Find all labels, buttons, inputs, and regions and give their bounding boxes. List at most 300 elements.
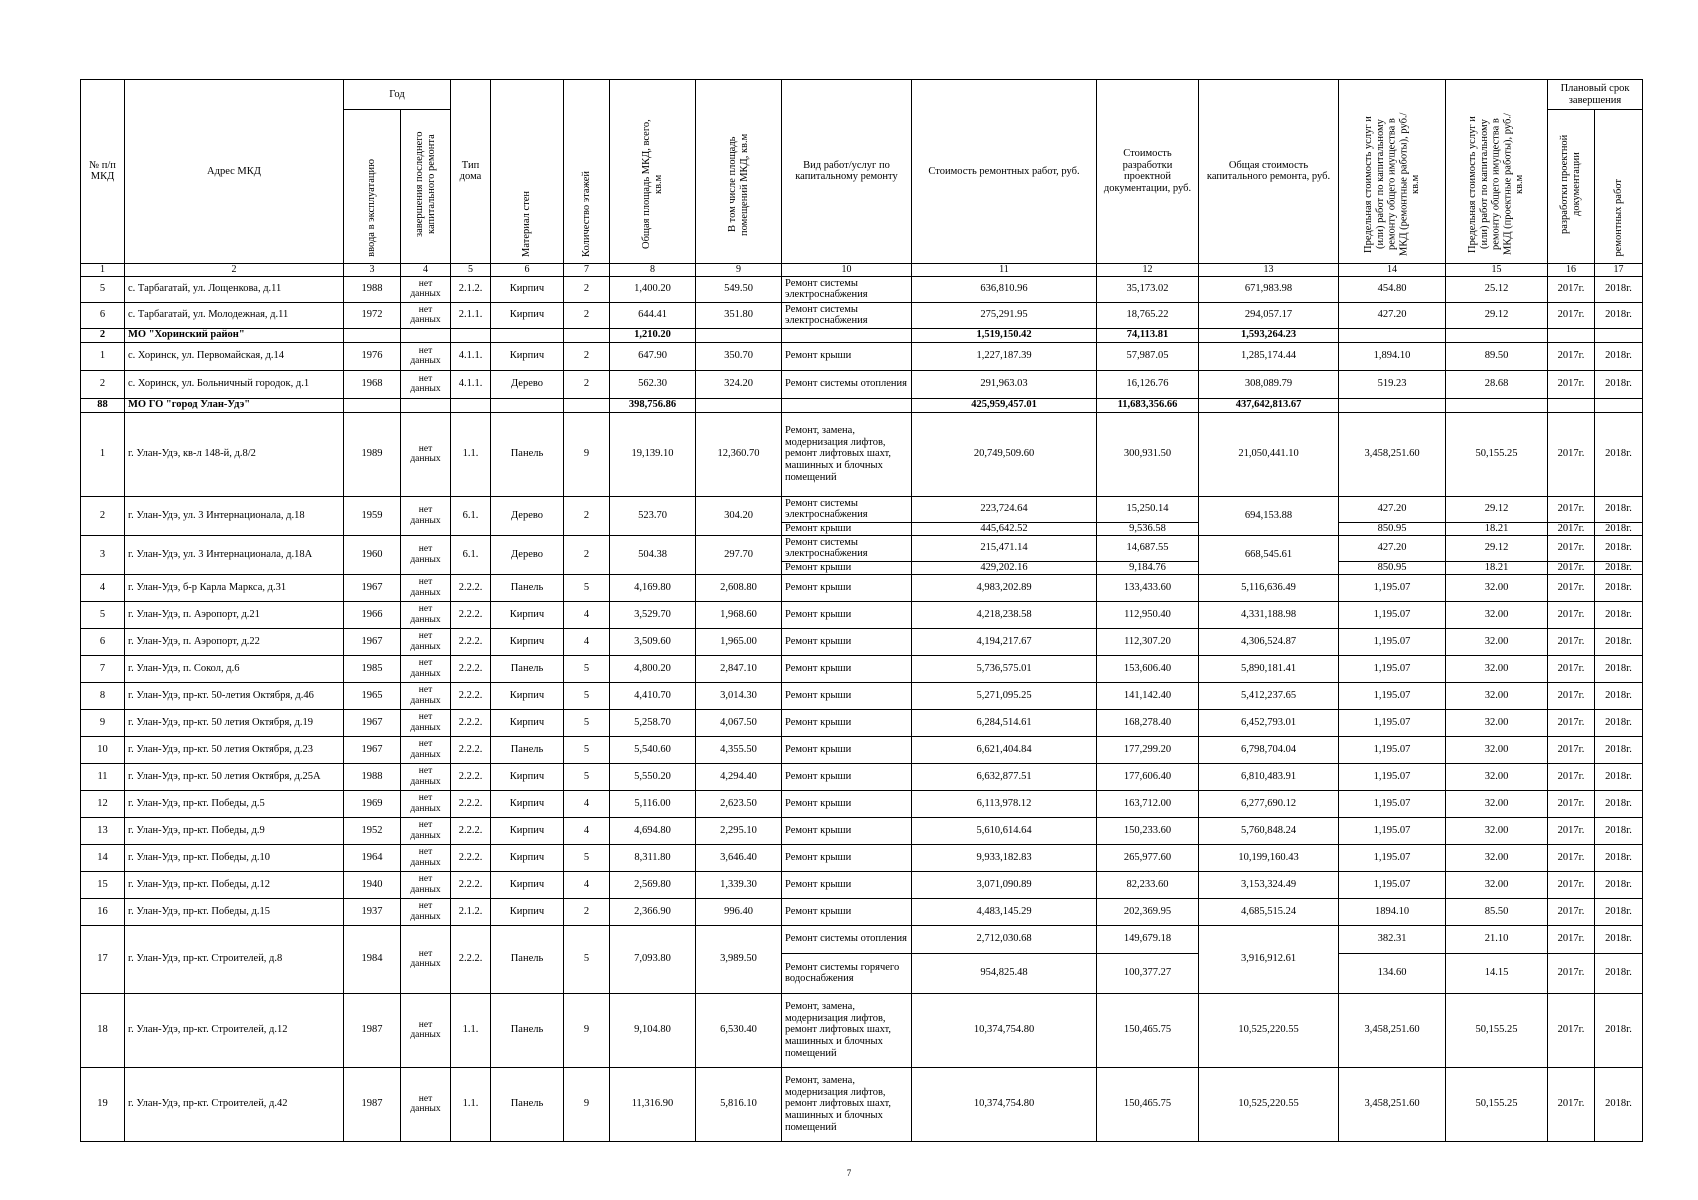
work-type: Ремонт системы отопления xyxy=(782,370,912,398)
year-last-repair: нет данных xyxy=(401,925,451,993)
row-number: 14 xyxy=(81,844,125,871)
design-cost: 35,173.02 xyxy=(1097,276,1199,302)
row-number: 2 xyxy=(81,328,125,342)
limit-design: 32.00 xyxy=(1446,601,1548,628)
year-commission: 1969 xyxy=(344,790,401,817)
floors: 4 xyxy=(564,790,610,817)
design-cost: 14,687.55 xyxy=(1097,535,1199,561)
deadline-design: 2017г. xyxy=(1548,370,1595,398)
header-number: № п/п МКД xyxy=(81,80,125,264)
total-area: 4,410.70 xyxy=(610,682,696,709)
limit-repair: 850.95 xyxy=(1339,522,1446,535)
column-number: 9 xyxy=(696,263,782,276)
year-last-repair: нет данных xyxy=(401,763,451,790)
floors: 4 xyxy=(564,601,610,628)
address: г. Улан-Удэ, пр-кт. Победы, д.5 xyxy=(125,790,344,817)
limit-design: 89.50 xyxy=(1446,342,1548,370)
work-type: Ремонт системы отопления xyxy=(782,925,912,953)
table-row xyxy=(81,925,1643,953)
premises-area: 2,295.10 xyxy=(696,817,782,844)
repair-cost: 4,483,145.29 xyxy=(912,898,1097,925)
repair-cost: 20,749,509.60 xyxy=(912,412,1097,496)
address: с. Хоринск, ул. Больничный городок, д.1 xyxy=(125,370,344,398)
repair-cost: 636,810.96 xyxy=(912,276,1097,302)
table-row xyxy=(81,655,1643,682)
premises-area: 1,965.00 xyxy=(696,628,782,655)
year-commission: 1952 xyxy=(344,817,401,844)
house-type: 4.1.1. xyxy=(451,342,491,370)
column-number: 2 xyxy=(125,263,344,276)
deadline-repair: 2018г. xyxy=(1595,601,1643,628)
limit-design: 85.50 xyxy=(1446,898,1548,925)
house-type: 6.1. xyxy=(451,535,491,574)
design-cost: 18,765.22 xyxy=(1097,302,1199,328)
year-commission: 1967 xyxy=(344,736,401,763)
repair-cost: 275,291.95 xyxy=(912,302,1097,328)
house-type: 2.2.2. xyxy=(451,682,491,709)
premises-area: 324.20 xyxy=(696,370,782,398)
design-cost: 11,683,356.66 xyxy=(1097,398,1199,412)
address: МО "Хоринский район" xyxy=(125,328,344,342)
address: г. Улан-Удэ, пр-кт. Победы, д.15 xyxy=(125,898,344,925)
year-last-repair: нет данных xyxy=(401,682,451,709)
premises-area: 350.70 xyxy=(696,342,782,370)
header-deadline: Плановый срок завершения xyxy=(1548,80,1643,110)
limit-repair: 454.80 xyxy=(1339,276,1446,302)
limit-repair: 427.20 xyxy=(1339,496,1446,522)
column-number: 11 xyxy=(912,263,1097,276)
header-year: Год xyxy=(344,80,451,110)
table-row xyxy=(81,601,1643,628)
limit-design: 29.12 xyxy=(1446,302,1548,328)
house-type: 2.2.2. xyxy=(451,871,491,898)
total-area: 2,366.90 xyxy=(610,898,696,925)
address: МО ГО "город Улан-Удэ" xyxy=(125,398,344,412)
work-type: Ремонт крыши xyxy=(782,790,912,817)
wall-material: Панель xyxy=(491,736,564,763)
column-number: 13 xyxy=(1199,263,1339,276)
design-cost: 82,233.60 xyxy=(1097,871,1199,898)
deadline-repair: 2018г. xyxy=(1595,276,1643,302)
limit-design: 32.00 xyxy=(1446,709,1548,736)
house-type: 2.2.2. xyxy=(451,763,491,790)
table-row xyxy=(81,574,1643,601)
deadline-repair: 2018г. xyxy=(1595,993,1643,1067)
row-number: 19 xyxy=(81,1067,125,1141)
column-number: 12 xyxy=(1097,263,1199,276)
design-cost: 57,987.05 xyxy=(1097,342,1199,370)
deadline-repair: 2018г. xyxy=(1595,736,1643,763)
limit-repair: 3,458,251.60 xyxy=(1339,412,1446,496)
address: г. Улан-Удэ, б-р Карла Маркса, д.31 xyxy=(125,574,344,601)
limit-repair: 1,195.07 xyxy=(1339,844,1446,871)
limit-repair xyxy=(1339,398,1446,412)
wall-material: Кирпич xyxy=(491,817,564,844)
year-commission: 1984 xyxy=(344,925,401,993)
year-commission: 1989 xyxy=(344,412,401,496)
house-type: 2.2.2. xyxy=(451,709,491,736)
limit-design: 21.10 xyxy=(1446,925,1548,953)
total-cost: 668,545.61 xyxy=(1199,535,1339,574)
year-commission: 1985 xyxy=(344,655,401,682)
premises-area: 4,294.40 xyxy=(696,763,782,790)
address: с. Хоринск, ул. Первомайская, д.14 xyxy=(125,342,344,370)
limit-design: 32.00 xyxy=(1446,682,1548,709)
design-cost: 300,931.50 xyxy=(1097,412,1199,496)
year-commission: 1966 xyxy=(344,601,401,628)
header-house-type: Тип дома xyxy=(451,80,491,264)
row-number: 9 xyxy=(81,709,125,736)
premises-area: 1,968.60 xyxy=(696,601,782,628)
premises-area xyxy=(696,398,782,412)
deadline-repair: 2018г. xyxy=(1595,535,1643,561)
address: г. Улан-Удэ, кв-л 148-й, д.8/2 xyxy=(125,412,344,496)
work-type: Ремонт системы электроснабжения xyxy=(782,535,912,561)
limit-repair: 1,195.07 xyxy=(1339,871,1446,898)
wall-material: Панель xyxy=(491,925,564,993)
floors: 4 xyxy=(564,871,610,898)
row-number: 2 xyxy=(81,370,125,398)
premises-area: 5,816.10 xyxy=(696,1067,782,1141)
total-cost: 5,760,848.24 xyxy=(1199,817,1339,844)
deadline-repair: 2018г. xyxy=(1595,561,1643,574)
work-type: Ремонт крыши xyxy=(782,655,912,682)
address: с. Тарбагатай, ул. Лощенкова, д.11 xyxy=(125,276,344,302)
limit-design: 18.21 xyxy=(1446,561,1548,574)
total-area: 4,800.20 xyxy=(610,655,696,682)
column-number: 4 xyxy=(401,263,451,276)
work-type: Ремонт крыши xyxy=(782,817,912,844)
table-row xyxy=(81,709,1643,736)
deadline-design: 2017г. xyxy=(1548,412,1595,496)
wall-material: Кирпич xyxy=(491,342,564,370)
deadline-design: 2017г. xyxy=(1548,871,1595,898)
total-cost: 5,890,181.41 xyxy=(1199,655,1339,682)
work-type: Ремонт, замена, модернизация лифтов, ремонт лифтовых шахт, машинных и блочных помещений xyxy=(782,993,912,1067)
total-cost: 21,050,441.10 xyxy=(1199,412,1339,496)
deadline-design: 2017г. xyxy=(1548,496,1595,522)
total-area: 11,316.90 xyxy=(610,1067,696,1141)
repair-cost: 2,712,030.68 xyxy=(912,925,1097,953)
year-commission: 1968 xyxy=(344,370,401,398)
total-cost: 10,525,220.55 xyxy=(1199,993,1339,1067)
deadline-repair: 2018г. xyxy=(1595,496,1643,522)
deadline-repair: 2018г. xyxy=(1595,628,1643,655)
deadline-repair: 2018г. xyxy=(1595,412,1643,496)
premises-area: 304.20 xyxy=(696,496,782,535)
table-row xyxy=(81,736,1643,763)
wall-material: Кирпич xyxy=(491,276,564,302)
year-commission: 1976 xyxy=(344,342,401,370)
house-type xyxy=(451,398,491,412)
wall-material: Кирпич xyxy=(491,844,564,871)
total-cost: 4,331,188.98 xyxy=(1199,601,1339,628)
wall-material: Кирпич xyxy=(491,628,564,655)
repair-cost: 223,724.64 xyxy=(912,496,1097,522)
deadline-design xyxy=(1548,328,1595,342)
design-cost: 112,950.40 xyxy=(1097,601,1199,628)
deadline-design xyxy=(1548,398,1595,412)
deadline-repair: 2018г. xyxy=(1595,871,1643,898)
address: г. Улан-Удэ, ул. 3 Интернационала, д.18А xyxy=(125,535,344,574)
house-type: 1.1. xyxy=(451,993,491,1067)
repair-cost: 291,963.03 xyxy=(912,370,1097,398)
address: г. Улан-Удэ, пр-кт. Победы, д.10 xyxy=(125,844,344,871)
year-last-repair: нет данных xyxy=(401,871,451,898)
total-area: 5,116.00 xyxy=(610,790,696,817)
limit-design: 32.00 xyxy=(1446,574,1548,601)
design-cost: 9,184.76 xyxy=(1097,561,1199,574)
limit-repair: 1,195.07 xyxy=(1339,790,1446,817)
table-body xyxy=(81,263,1643,1141)
premises-area: 297.70 xyxy=(696,535,782,574)
house-type: 2.2.2. xyxy=(451,925,491,993)
row-number: 16 xyxy=(81,898,125,925)
wall-material: Кирпич xyxy=(491,898,564,925)
total-cost: 10,525,220.55 xyxy=(1199,1067,1339,1141)
column-number: 14 xyxy=(1339,263,1446,276)
header-limit-design: Предельная стоимость услуг и (или) работ по капитальному ремонту общего имущества в МКД (проектные работы), руб./кв.м xyxy=(1446,80,1548,264)
limit-repair: 427.20 xyxy=(1339,535,1446,561)
limit-design: 32.00 xyxy=(1446,763,1548,790)
limit-design: 50,155.25 xyxy=(1446,993,1548,1067)
work-type: Ремонт крыши xyxy=(782,844,912,871)
address: г. Улан-Удэ, п. Аэропорт, д.21 xyxy=(125,601,344,628)
design-cost: 153,606.40 xyxy=(1097,655,1199,682)
deadline-design: 2017г. xyxy=(1548,993,1595,1067)
deadline-design: 2017г. xyxy=(1548,561,1595,574)
deadline-design: 2017г. xyxy=(1548,655,1595,682)
work-type: Ремонт крыши xyxy=(782,574,912,601)
table-row xyxy=(81,844,1643,871)
year-last-repair: нет данных xyxy=(401,276,451,302)
total-area: 398,756.86 xyxy=(610,398,696,412)
house-type: 2.2.2. xyxy=(451,655,491,682)
premises-area: 1,339.30 xyxy=(696,871,782,898)
limit-design: 29.12 xyxy=(1446,496,1548,522)
house-type: 2.2.2. xyxy=(451,844,491,871)
work-type: Ремонт крыши xyxy=(782,522,912,535)
total-cost: 4,306,524.87 xyxy=(1199,628,1339,655)
deadline-repair: 2018г. xyxy=(1595,342,1643,370)
total-area: 5,550.20 xyxy=(610,763,696,790)
total-cost: 5,116,636.49 xyxy=(1199,574,1339,601)
repair-cost: 1,519,150.42 xyxy=(912,328,1097,342)
table-row xyxy=(81,871,1643,898)
deadline-design: 2017г. xyxy=(1548,898,1595,925)
deadline-repair: 2018г. xyxy=(1595,1067,1643,1141)
group-row xyxy=(81,398,1643,412)
house-type: 2.2.2. xyxy=(451,817,491,844)
repair-cost: 10,374,754.80 xyxy=(912,993,1097,1067)
work-type xyxy=(782,328,912,342)
row-number: 18 xyxy=(81,993,125,1067)
row-number: 3 xyxy=(81,535,125,574)
design-cost: 150,233.60 xyxy=(1097,817,1199,844)
deadline-repair: 2018г. xyxy=(1595,709,1643,736)
repair-cost: 6,621,404.84 xyxy=(912,736,1097,763)
floors: 9 xyxy=(564,1067,610,1141)
limit-repair: 1,195.07 xyxy=(1339,655,1446,682)
limit-repair: 1,195.07 xyxy=(1339,628,1446,655)
total-area: 4,169.80 xyxy=(610,574,696,601)
design-cost: 163,712.00 xyxy=(1097,790,1199,817)
floors: 5 xyxy=(564,655,610,682)
limit-repair: 1894.10 xyxy=(1339,898,1446,925)
year-commission: 1972 xyxy=(344,302,401,328)
year-last-repair: нет данных xyxy=(401,790,451,817)
total-cost: 3,153,324.49 xyxy=(1199,871,1339,898)
total-cost: 294,057.17 xyxy=(1199,302,1339,328)
address: г. Улан-Удэ, пр-кт. 50-летия Октября, д.46 xyxy=(125,682,344,709)
total-area: 19,139.10 xyxy=(610,412,696,496)
premises-area: 3,014.30 xyxy=(696,682,782,709)
row-number: 5 xyxy=(81,601,125,628)
total-cost: 308,089.79 xyxy=(1199,370,1339,398)
deadline-repair xyxy=(1595,328,1643,342)
capital-repair-table xyxy=(80,79,1643,1142)
table-row xyxy=(81,682,1643,709)
house-type: 2.2.2. xyxy=(451,790,491,817)
header-total-cost: Общая стоимость капитального ремонта, руб. xyxy=(1199,80,1339,264)
year-commission: 1965 xyxy=(344,682,401,709)
limit-design: 32.00 xyxy=(1446,817,1548,844)
year-last-repair: нет данных xyxy=(401,817,451,844)
design-cost: 133,433.60 xyxy=(1097,574,1199,601)
table-row xyxy=(81,535,1643,561)
wall-material: Панель xyxy=(491,412,564,496)
table-row xyxy=(81,342,1643,370)
column-number: 17 xyxy=(1595,263,1643,276)
deadline-repair: 2018г. xyxy=(1595,817,1643,844)
address: г. Улан-Удэ, пр-кт. Строителей, д.8 xyxy=(125,925,344,993)
design-cost: 202,369.95 xyxy=(1097,898,1199,925)
repair-cost: 215,471.14 xyxy=(912,535,1097,561)
floors: 2 xyxy=(564,898,610,925)
year-commission xyxy=(344,328,401,342)
address: г. Улан-Удэ, ул. 3 Интернационала, д.18 xyxy=(125,496,344,535)
limit-design: 14.15 xyxy=(1446,953,1548,993)
deadline-design: 2017г. xyxy=(1548,1067,1595,1141)
total-area: 3,529.70 xyxy=(610,601,696,628)
column-number: 15 xyxy=(1446,263,1548,276)
floors: 4 xyxy=(564,628,610,655)
limit-repair: 519.23 xyxy=(1339,370,1446,398)
table-row xyxy=(81,370,1643,398)
work-type: Ремонт крыши xyxy=(782,342,912,370)
floors: 9 xyxy=(564,993,610,1067)
repair-cost: 5,736,575.01 xyxy=(912,655,1097,682)
year-last-repair: нет данных xyxy=(401,535,451,574)
deadline-design: 2017г. xyxy=(1548,763,1595,790)
total-cost: 1,593,264.23 xyxy=(1199,328,1339,342)
design-cost: 16,126.76 xyxy=(1097,370,1199,398)
limit-design: 32.00 xyxy=(1446,790,1548,817)
address: с. Тарбагатай, ул. Молодежная, д.11 xyxy=(125,302,344,328)
floors xyxy=(564,328,610,342)
deadline-repair: 2018г. xyxy=(1595,763,1643,790)
total-area: 644.41 xyxy=(610,302,696,328)
design-cost: 74,113.81 xyxy=(1097,328,1199,342)
limit-design: 50,155.25 xyxy=(1446,1067,1548,1141)
limit-repair: 1,195.07 xyxy=(1339,736,1446,763)
limit-design: 25.12 xyxy=(1446,276,1548,302)
work-type: Ремонт крыши xyxy=(782,601,912,628)
floors: 5 xyxy=(564,574,610,601)
year-commission: 1967 xyxy=(344,574,401,601)
deadline-repair: 2018г. xyxy=(1595,844,1643,871)
table-row xyxy=(81,1067,1643,1141)
deadline-design: 2017г. xyxy=(1548,953,1595,993)
table-row xyxy=(81,276,1643,302)
premises-area: 351.80 xyxy=(696,302,782,328)
row-number: 5 xyxy=(81,276,125,302)
house-type: 1.1. xyxy=(451,412,491,496)
year-commission: 1988 xyxy=(344,763,401,790)
group-row xyxy=(81,328,1643,342)
design-cost: 150,465.75 xyxy=(1097,993,1199,1067)
wall-material: Кирпич xyxy=(491,601,564,628)
address: г. Улан-Удэ, пр-кт. 50 летия Октября, д.25А xyxy=(125,763,344,790)
column-number: 8 xyxy=(610,263,696,276)
work-type: Ремонт, замена, модернизация лифтов, ремонт лифтовых шахт, машинных и блочных помещений xyxy=(782,1067,912,1141)
year-commission: 1988 xyxy=(344,276,401,302)
header-total-area: Общая площадь МКД, всего, кв.м xyxy=(610,80,696,264)
column-number: 3 xyxy=(344,263,401,276)
header-floors: Количество этажей xyxy=(564,80,610,264)
total-area: 5,258.70 xyxy=(610,709,696,736)
row-number: 7 xyxy=(81,655,125,682)
total-area: 523.70 xyxy=(610,496,696,535)
total-area: 1,400.20 xyxy=(610,276,696,302)
floors: 2 xyxy=(564,302,610,328)
total-cost: 6,798,704.04 xyxy=(1199,736,1339,763)
year-last-repair xyxy=(401,398,451,412)
wall-material xyxy=(491,328,564,342)
column-number: 5 xyxy=(451,263,491,276)
work-type: Ремонт системы электроснабжения xyxy=(782,276,912,302)
year-commission xyxy=(344,398,401,412)
table-row xyxy=(81,993,1643,1067)
limit-design: 32.00 xyxy=(1446,655,1548,682)
work-type: Ремонт крыши xyxy=(782,682,912,709)
year-commission: 1960 xyxy=(344,535,401,574)
limit-design: 32.00 xyxy=(1446,844,1548,871)
table-row xyxy=(81,763,1643,790)
deadline-repair: 2018г. xyxy=(1595,302,1643,328)
row-number: 88 xyxy=(81,398,125,412)
repair-cost: 425,959,457.01 xyxy=(912,398,1097,412)
year-commission: 1987 xyxy=(344,1067,401,1141)
floors: 2 xyxy=(564,535,610,574)
limit-design: 32.00 xyxy=(1446,628,1548,655)
year-last-repair: нет данных xyxy=(401,628,451,655)
year-last-repair: нет данных xyxy=(401,342,451,370)
design-cost: 141,142.40 xyxy=(1097,682,1199,709)
total-cost: 10,199,160.43 xyxy=(1199,844,1339,871)
deadline-repair xyxy=(1595,398,1643,412)
year-commission: 1940 xyxy=(344,871,401,898)
premises-area: 4,355.50 xyxy=(696,736,782,763)
wall-material: Кирпич xyxy=(491,871,564,898)
premises-area: 4,067.50 xyxy=(696,709,782,736)
repair-cost: 429,202.16 xyxy=(912,561,1097,574)
address: г. Улан-Удэ, п. Сокол, д.6 xyxy=(125,655,344,682)
deadline-repair: 2018г. xyxy=(1595,898,1643,925)
year-last-repair: нет данных xyxy=(401,412,451,496)
address: г. Улан-Удэ, пр-кт. 50 летия Октября, д.19 xyxy=(125,709,344,736)
total-area: 1,210.20 xyxy=(610,328,696,342)
